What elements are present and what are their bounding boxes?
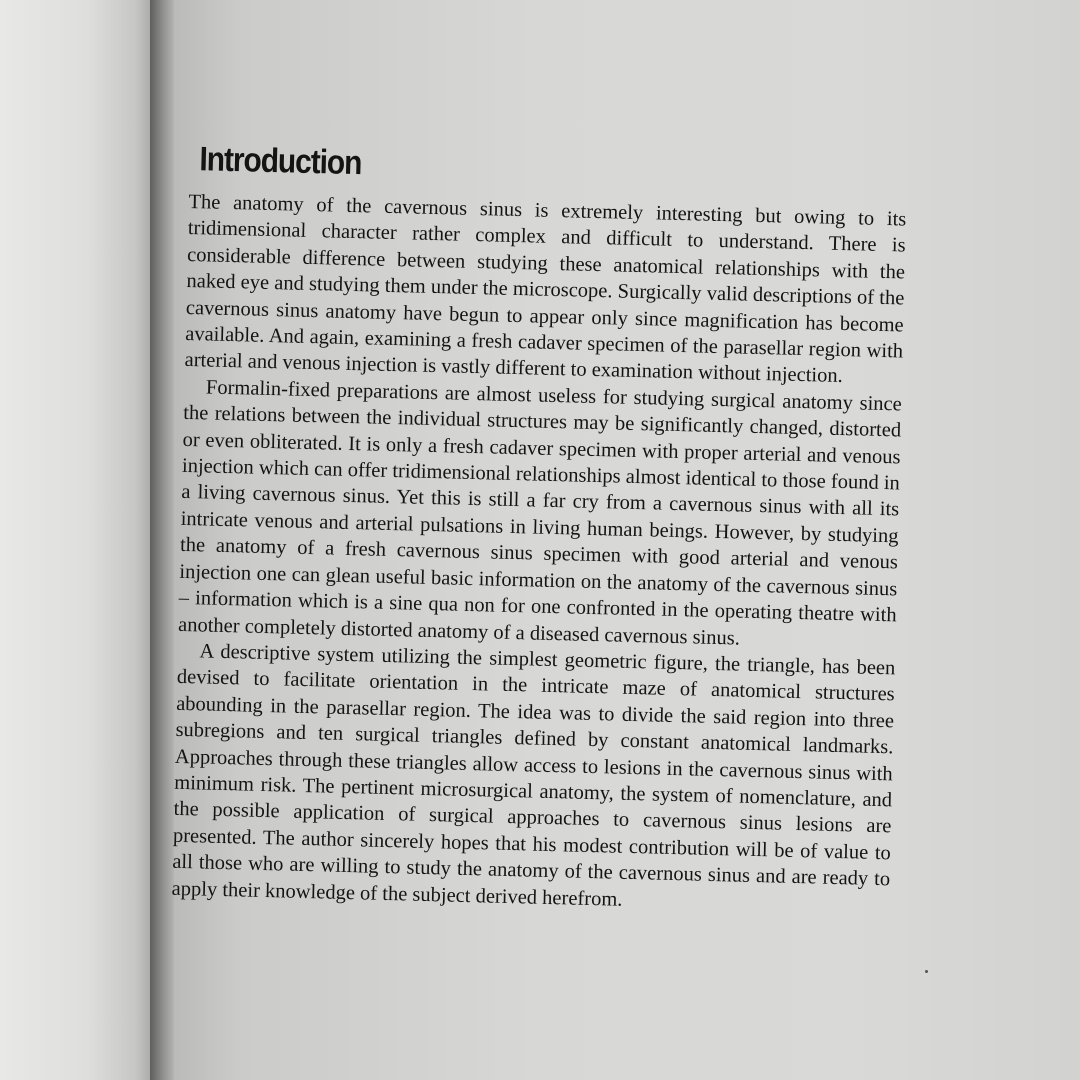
page-text: [171, 140, 907, 919]
paper-speck: [925, 970, 928, 973]
paragraph-3: A descriptive system utilizing the simplest geometric figure, the triangle, has been devised to facilitate orientation in the intricate maze of anatomical structures abounding in the parasellar region. The idea was to divide the said region into three subregions and ten surgical triangles defined by constant anatomical landmarks. Approaches through these triangles allow access to lesions in the cavernous sinus with minimum risk. The pertinent microsurgical anatomy, the system of nomenclature, and the possible application of surgical approaches to cavernous sinus lesions are presented. The author sincerely hopes that his modest contribution will be of value to all those who are willing to study the anatomy of the cavernous sinus and are ready to apply their knowledge of the subject derived herefrom.: [171, 640, 896, 911]
chapter-heading: Introduction: [199, 140, 362, 183]
paragraph-1: The anatomy of the cavernous sinus is extremely interesting but owing to its tridimensional character rather complex and difficult to understand. There is considerable difference between studying these anatomical relationships with the naked eye and studying them under the microscope. Surgically valid descriptions of the cavernous sinus anatomy have begun to appear only since magnification has become available. And again, examining a fresh cadaver specimen of the parasellar region with arterial and venous injection is vastly different to examination without injection.: [184, 190, 907, 388]
previous-page-edge: [0, 0, 160, 1080]
paragraph-2: Formalin-fixed preparations are almost useless for studying surgical anatomy since the relations between the individual structures may be significantly changed, distorted or even obliterated. It is only a fresh cadaver specimen with proper arterial and venous injection which can offer tridimensional relationships almost identical to those found in a living cavernous sinus. Yet this is still a far cry from a cavernous sinus with all its intricate venous and arterial pulsations in living human beings. However, by studying the anatomy of a fresh cavernous sinus specimen with good arterial and venous injection one can glean useful basic information on the anatomy of the cavernous sinus – information which is a sine qua non for one confronted in the operating theatre with another completely distorted anatomy of a diseased cavernous sinus.: [177, 376, 903, 650]
book-gutter: [150, 0, 174, 1080]
